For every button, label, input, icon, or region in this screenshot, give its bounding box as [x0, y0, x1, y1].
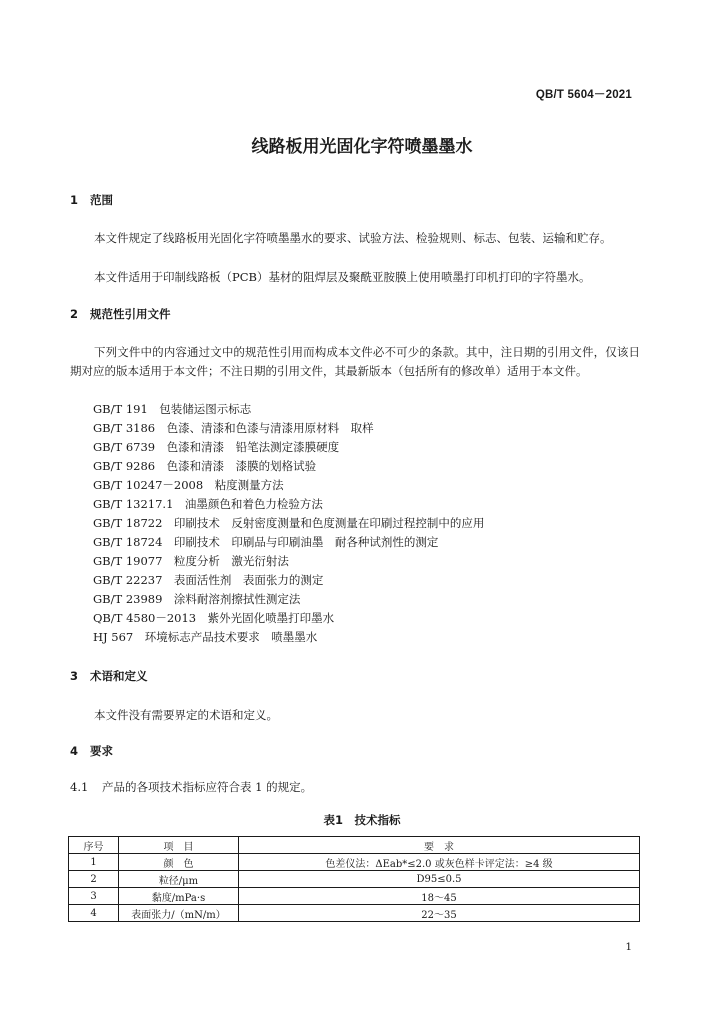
table-cell: D95≤0.5	[239, 871, 640, 888]
reference-item: GB/T 9286 色漆和清漆 漆膜的划格试验	[93, 459, 317, 473]
table-cell: 2	[69, 871, 119, 888]
table-cell: 1	[69, 854, 119, 871]
section-number: 4	[70, 744, 79, 758]
table-row	[69, 871, 640, 888]
table-header-row	[69, 837, 640, 854]
section-title: 范围	[90, 193, 113, 207]
table-cell: 颜 色	[119, 854, 239, 871]
table-cell: 表面张力/（mN/m）	[119, 905, 239, 922]
table-cell: 18～45	[239, 888, 640, 905]
paragraph: 本文件规定了线路板用光固化字符喷墨墨水的要求、试验方法、检验规则、标志、包装、运输和贮存。	[94, 231, 612, 245]
reference-item: GB/T 23989 涂料耐溶剂擦拭性测定法	[93, 592, 301, 606]
table-cell: 22～35	[239, 905, 640, 922]
reference-item: QB/T 4580－2013 紫外光固化喷墨打印墨水	[93, 611, 335, 625]
section-3-heading	[70, 668, 148, 684]
section-2-heading	[70, 306, 171, 322]
paragraph: 下列文件中的内容通过文中的规范性引用而构成本文件必不可少的条款。其中，注日期的引用文件，仅该日期对应的版本适用于本文件；不注日期的引用文件，其最新版本（包括所有的修改单）适用于本文件。	[70, 345, 640, 378]
section-number: 1	[70, 193, 79, 207]
paragraph: 本文件没有需要界定的术语和定义。	[94, 708, 278, 722]
technical-spec-table	[68, 836, 640, 922]
reference-item: GB/T 18724 印刷技术 印刷品与印刷油墨 耐各种试剂性的测定	[93, 535, 439, 549]
standard-code: QB/T 5604－2021	[535, 89, 632, 101]
reference-item: GB/T 191 包装储运图示标志	[93, 402, 252, 416]
section-title: 要求	[90, 744, 113, 758]
reference-item: GB/T 6739 色漆和清漆 铅笔法测定漆膜硬度	[93, 440, 340, 454]
reference-item: GB/T 3186 色漆、清漆和色漆与清漆用原材料 取样	[93, 421, 374, 435]
reference-item: GB/T 22237 表面活性剂 表面张力的测定	[93, 573, 324, 587]
section-title: 规范性引用文件	[90, 307, 171, 321]
page-number: 1	[625, 941, 632, 953]
subclause-4-1	[70, 779, 312, 795]
reference-item: HJ 567 环境标志产品技术要求 喷墨墨水	[93, 630, 318, 644]
reference-item: GB/T 10247－2008 粘度测量方法	[93, 478, 284, 492]
table-row	[69, 888, 640, 905]
table-row	[69, 905, 640, 922]
reference-item: GB/T 19077 粒度分析 激光衍射法	[93, 554, 289, 568]
column-header: 序号	[69, 837, 119, 854]
section-number: 2	[70, 307, 79, 321]
paragraph: 本文件适用于印制线路板（PCB）基材的阻焊层及聚酰亚胺膜上使用喷墨打印机打印的字符墨水。	[94, 270, 591, 284]
table-cell: 色差仪法：ΔEab*≤2.0 或灰色样卡评定法：≥4 级	[239, 854, 640, 871]
reference-item: GB/T 13217.1 油墨颜色和着色力检验方法	[93, 497, 323, 511]
subclause-text: 产品的各项技术指标应符合表 1 的规定。	[102, 780, 313, 794]
column-header: 项 目	[119, 837, 239, 854]
column-header: 要 求	[239, 837, 640, 854]
table-caption: 表1 技术指标	[323, 813, 401, 827]
section-1-heading	[70, 192, 113, 208]
table-cell: 4	[69, 905, 119, 922]
document-title: 线路板用光固化字符喷墨墨水	[251, 137, 473, 157]
table-cell: 粒径/μm	[119, 871, 239, 888]
table-row	[69, 854, 640, 871]
section-4-heading	[70, 743, 113, 759]
section-number: 3	[70, 669, 79, 683]
subclause-number: 4.1	[70, 780, 89, 794]
table-cell: 黏度/mPa·s	[119, 888, 239, 905]
reference-item: GB/T 18722 印刷技术 反射密度测量和色度测量在印刷过程控制中的应用	[93, 516, 485, 530]
table-cell: 3	[69, 888, 119, 905]
section-title: 术语和定义	[90, 669, 148, 683]
